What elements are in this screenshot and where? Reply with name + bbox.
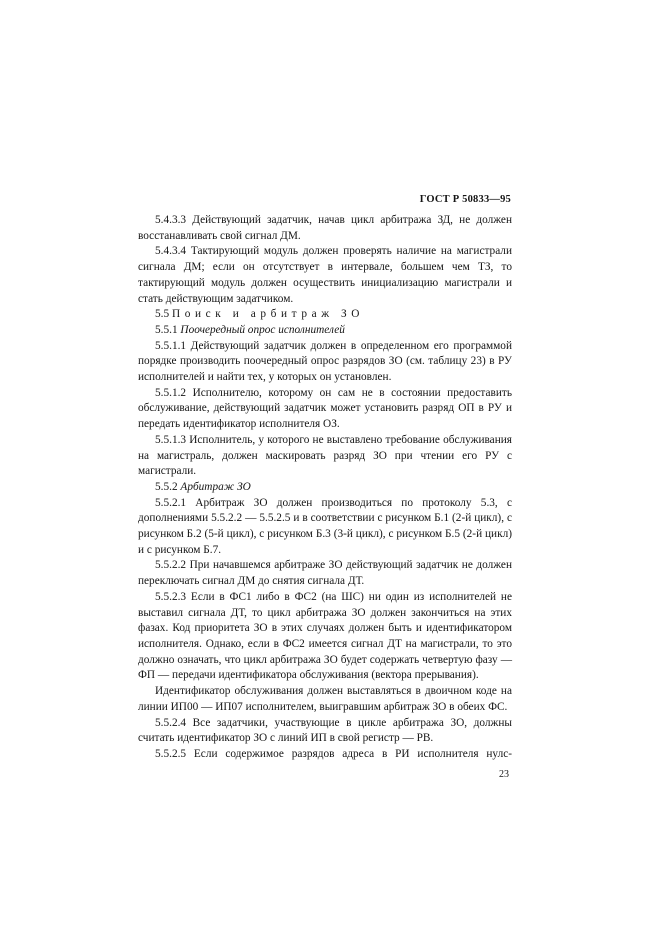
heading-5-5-2-title: Арбитраж ЗО: [180, 480, 251, 493]
para-5-5-2-4: 5.5.2.4 Все задатчики, участвующие в цикле арбитража ЗО, должны считать идентификатор ЗО с линий ИП в свой регистр — РВ.: [138, 716, 512, 745]
heading-5-5: [138, 307, 512, 323]
document-header: ГОСТ Р 50833—95: [419, 194, 511, 205]
heading-5-5-1-title: Поочередный опрос исполнителей: [180, 323, 345, 336]
heading-5-5-1: [138, 323, 512, 339]
heading-5-5-number: 5.5: [155, 308, 172, 321]
para-5-5-2-3: 5.5.2.3 Если в ФС1 либо в ФС2 (на ШС) ни один из исполнителей не выставил сигнала ДТ, то цикл арбитража ЗО должен закончиться на этих фазах. Код приоритета ЗО в этих случаях должен быть и идентификатором исполнителя. Однако, если в ФС2 имеется сигнал ДТ на магистрали, то это должно означать, что цикл арбитража ЗО будет содержать четвертую фазу — ФП — передачи идентификатора обслуживания (вектора прерывания).: [138, 590, 512, 682]
para-identifier: Идентификатор обслуживания должен выставляться в двоичном коде на линии ИП00 — ИП07 исполнителем, выигравшим арбитраж ЗО в обеих ФС.: [138, 685, 512, 713]
para-5-5-1-2: 5.5.1.2 Исполнителю, которому он сам не в состоянии предоставить обслуживание, действующий задатчик может установить разряд ОП в РУ и передать идентификатор исполнителя ОЗ.: [138, 386, 512, 431]
para-5-4-3-4: 5.4.3.4 Тактирующий модуль должен проверять наличие на магистрали сигнала ДМ; если он отсутствует в интервале, большем чем ТЗ, то тактирующий модуль должен осуществить инициализацию магистрали и стать действующим задатчиком.: [138, 245, 512, 305]
para-5-5-1-3: 5.5.1.3 Исполнитель, у которого не выставлено требование обслуживания на магистраль, должен маскировать разряд ЗО при чтении его РУ с магистрали.: [138, 433, 512, 478]
heading-5-5-title: Поиск и арбитраж ЗО: [171, 308, 365, 321]
body-text: [138, 213, 512, 763]
heading-5-5-2: [138, 480, 512, 496]
para-5-5-2-1: 5.5.2.1 Арбитраж ЗО должен производиться по протоколу 5.3, с дополнениями 5.5.2.2 — 5.5.2.5 и в соответствии с рисунком Б.1 (2-й цикл), с рисунком Б.2 (5-й цикл), с рисунком Б.3 (3-й цикл), с рисунком Б.5 (2-й цикл) и с рисунком Б.7.: [138, 496, 512, 556]
para-5-5-1-1: 5.5.1.1 Действующий задатчик должен в определенном его программой порядке производить поочередный опрос разрядов ЗО (см. таблицу 23) в РУ исполнителей и найти тех, у которых он установлен.: [138, 339, 512, 384]
para-5-5-2-2: 5.5.2.2 При начавшемся арбитраже ЗО действующий задатчик не должен переключать сигнал ДМ до снятия сигнала ДТ.: [138, 559, 512, 588]
para-5-4-3-3: 5.4.3.3 Действующий задатчик, начав цикл арбитража ЗД, не должен восстанавливать свой сигнал ДМ.: [138, 214, 512, 242]
heading-5-5-1-number: 5.5.1: [155, 323, 181, 336]
para-5-5-2-5: 5.5.2.5 Если содержимое разрядов адреса в РИ исполнителя нулс-: [155, 747, 512, 760]
page-number: 23: [499, 769, 509, 780]
heading-5-5-2-number: 5.5.2: [155, 480, 181, 493]
